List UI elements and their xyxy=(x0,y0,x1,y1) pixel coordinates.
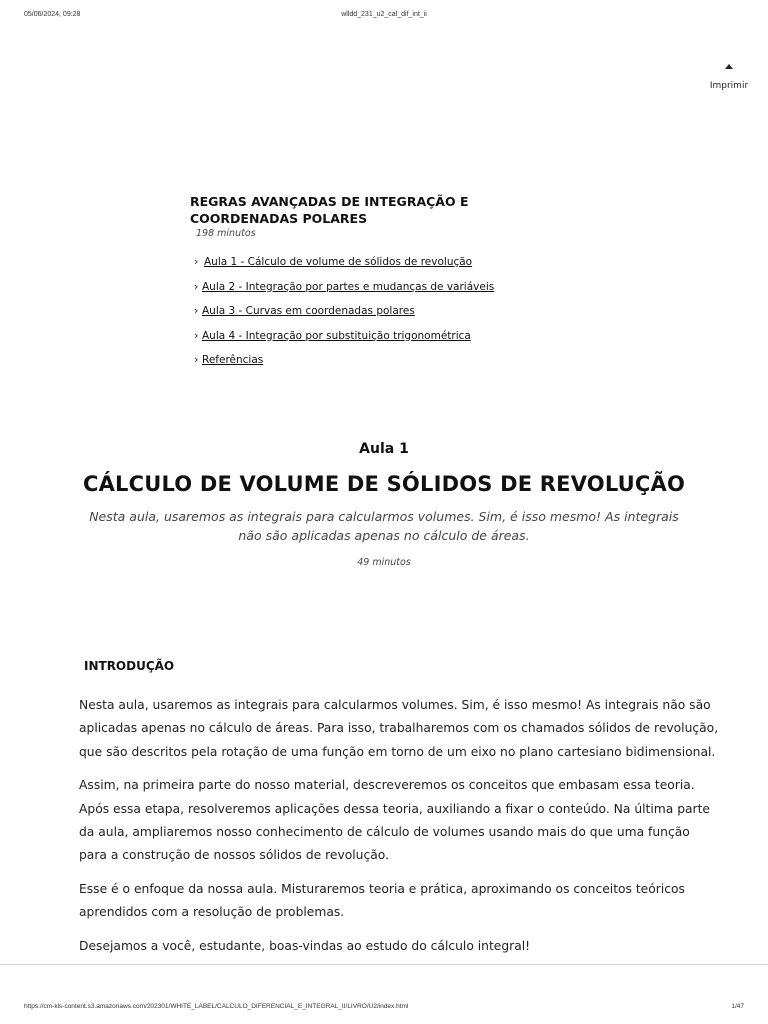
toc-item-aula-4[interactable] xyxy=(194,330,494,355)
toc-item-referencias[interactable] xyxy=(194,354,494,379)
toc-link[interactable]: Aula 2 - Integração por partes e mudanças de variáveis xyxy=(202,280,495,293)
arrow-up-icon xyxy=(725,64,733,69)
lesson-subtitle: Nesta aula, usaremos as integrais para calcularmos volumes. Sim, é isso mesmo! As integrais não são aplicadas apenas no cálculo de áreas. xyxy=(89,509,679,543)
chevron-right-icon: › xyxy=(194,328,199,342)
lesson-label: Aula 1 xyxy=(359,441,409,457)
intro-body xyxy=(79,694,719,968)
unit-duration: 198 minutos xyxy=(196,228,256,239)
chevron-right-icon: › xyxy=(194,353,199,366)
toc-link[interactable]: Aula 1 - Cálculo de volume de sólidos de revolução xyxy=(204,256,473,268)
print-label: Imprimir xyxy=(709,81,749,91)
intro-paragraph: Assim, na primeira parte do nosso material, descreveremos os conceitos que embasam essa teoria. Após essa etapa, resolveremos aplicações dessa teoria, auxiliando a fixar o conteúdo. Na última parte da aula, ampliaremos nosso conhecimento de cálculo de volumes usando mais do que uma função para a construção de nossos sólidos de revolução. xyxy=(79,778,710,863)
table-of-contents xyxy=(194,256,494,379)
toc-link[interactable]: Aula 3 - Curvas em coordenadas polares xyxy=(202,305,415,317)
lesson-title: CÁLCULO DE VOLUME DE SÓLIDOS DE REVOLUÇÃO xyxy=(82,472,686,496)
print-button[interactable] xyxy=(706,64,752,92)
intro-paragraph: Desejamos a você, estudante, boas-vindas ao estudo do cálculo integral! xyxy=(79,938,531,953)
toc-link[interactable]: Aula 4 - Integração por substituição trigonométrica xyxy=(202,329,471,342)
intro-paragraph: Nesta aula, usaremos as integrais para calcularmos volumes. Sim, é isso mesmo! As integrais não são aplicadas apenas no cálculo de áreas. Para isso, trabalharemos com os chamados sólidos de revolução, que são descritos pela rotação de uma função em torno de um eixo no plano cartesiano bidimensional. xyxy=(79,698,719,759)
print-doc-title: wlldd_231_u2_cal_dif_int_ii xyxy=(341,11,427,18)
page-number: 1/47 xyxy=(731,1003,744,1010)
toc-item-aula-1[interactable] xyxy=(194,256,494,281)
toc-item-aula-3[interactable] xyxy=(194,305,494,330)
toc-item-aula-2[interactable] xyxy=(194,281,494,306)
chevron-right-icon: › xyxy=(194,255,199,268)
unit-title: REGRAS AVANÇADAS DE INTEGRAÇÃO E COORDENADAS POLARES xyxy=(190,194,469,226)
print-url: https://cm-kls-content.s3.amazonaws.com/202301/WHITE_LABEL/CALCULO_DIFERENCIAL_E_INTEGRAL_II/LIVRO/U2/index.html xyxy=(24,1003,409,1010)
chevron-right-icon: › xyxy=(194,279,199,293)
chevron-right-icon: › xyxy=(194,304,199,317)
toc-link[interactable]: Referências xyxy=(202,354,264,366)
intro-heading: INTRODUÇÃO xyxy=(84,659,175,673)
page-divider xyxy=(0,964,768,965)
intro-paragraph: Esse é o enfoque da nossa aula. Misturaremos teoria e prática, aproximando os conceitos teóricos aprendidos com a resolução de problemas. xyxy=(79,881,685,920)
print-date: 05/06/2024, 09:28 xyxy=(24,11,81,18)
lesson-duration: 49 minutos xyxy=(357,557,411,568)
